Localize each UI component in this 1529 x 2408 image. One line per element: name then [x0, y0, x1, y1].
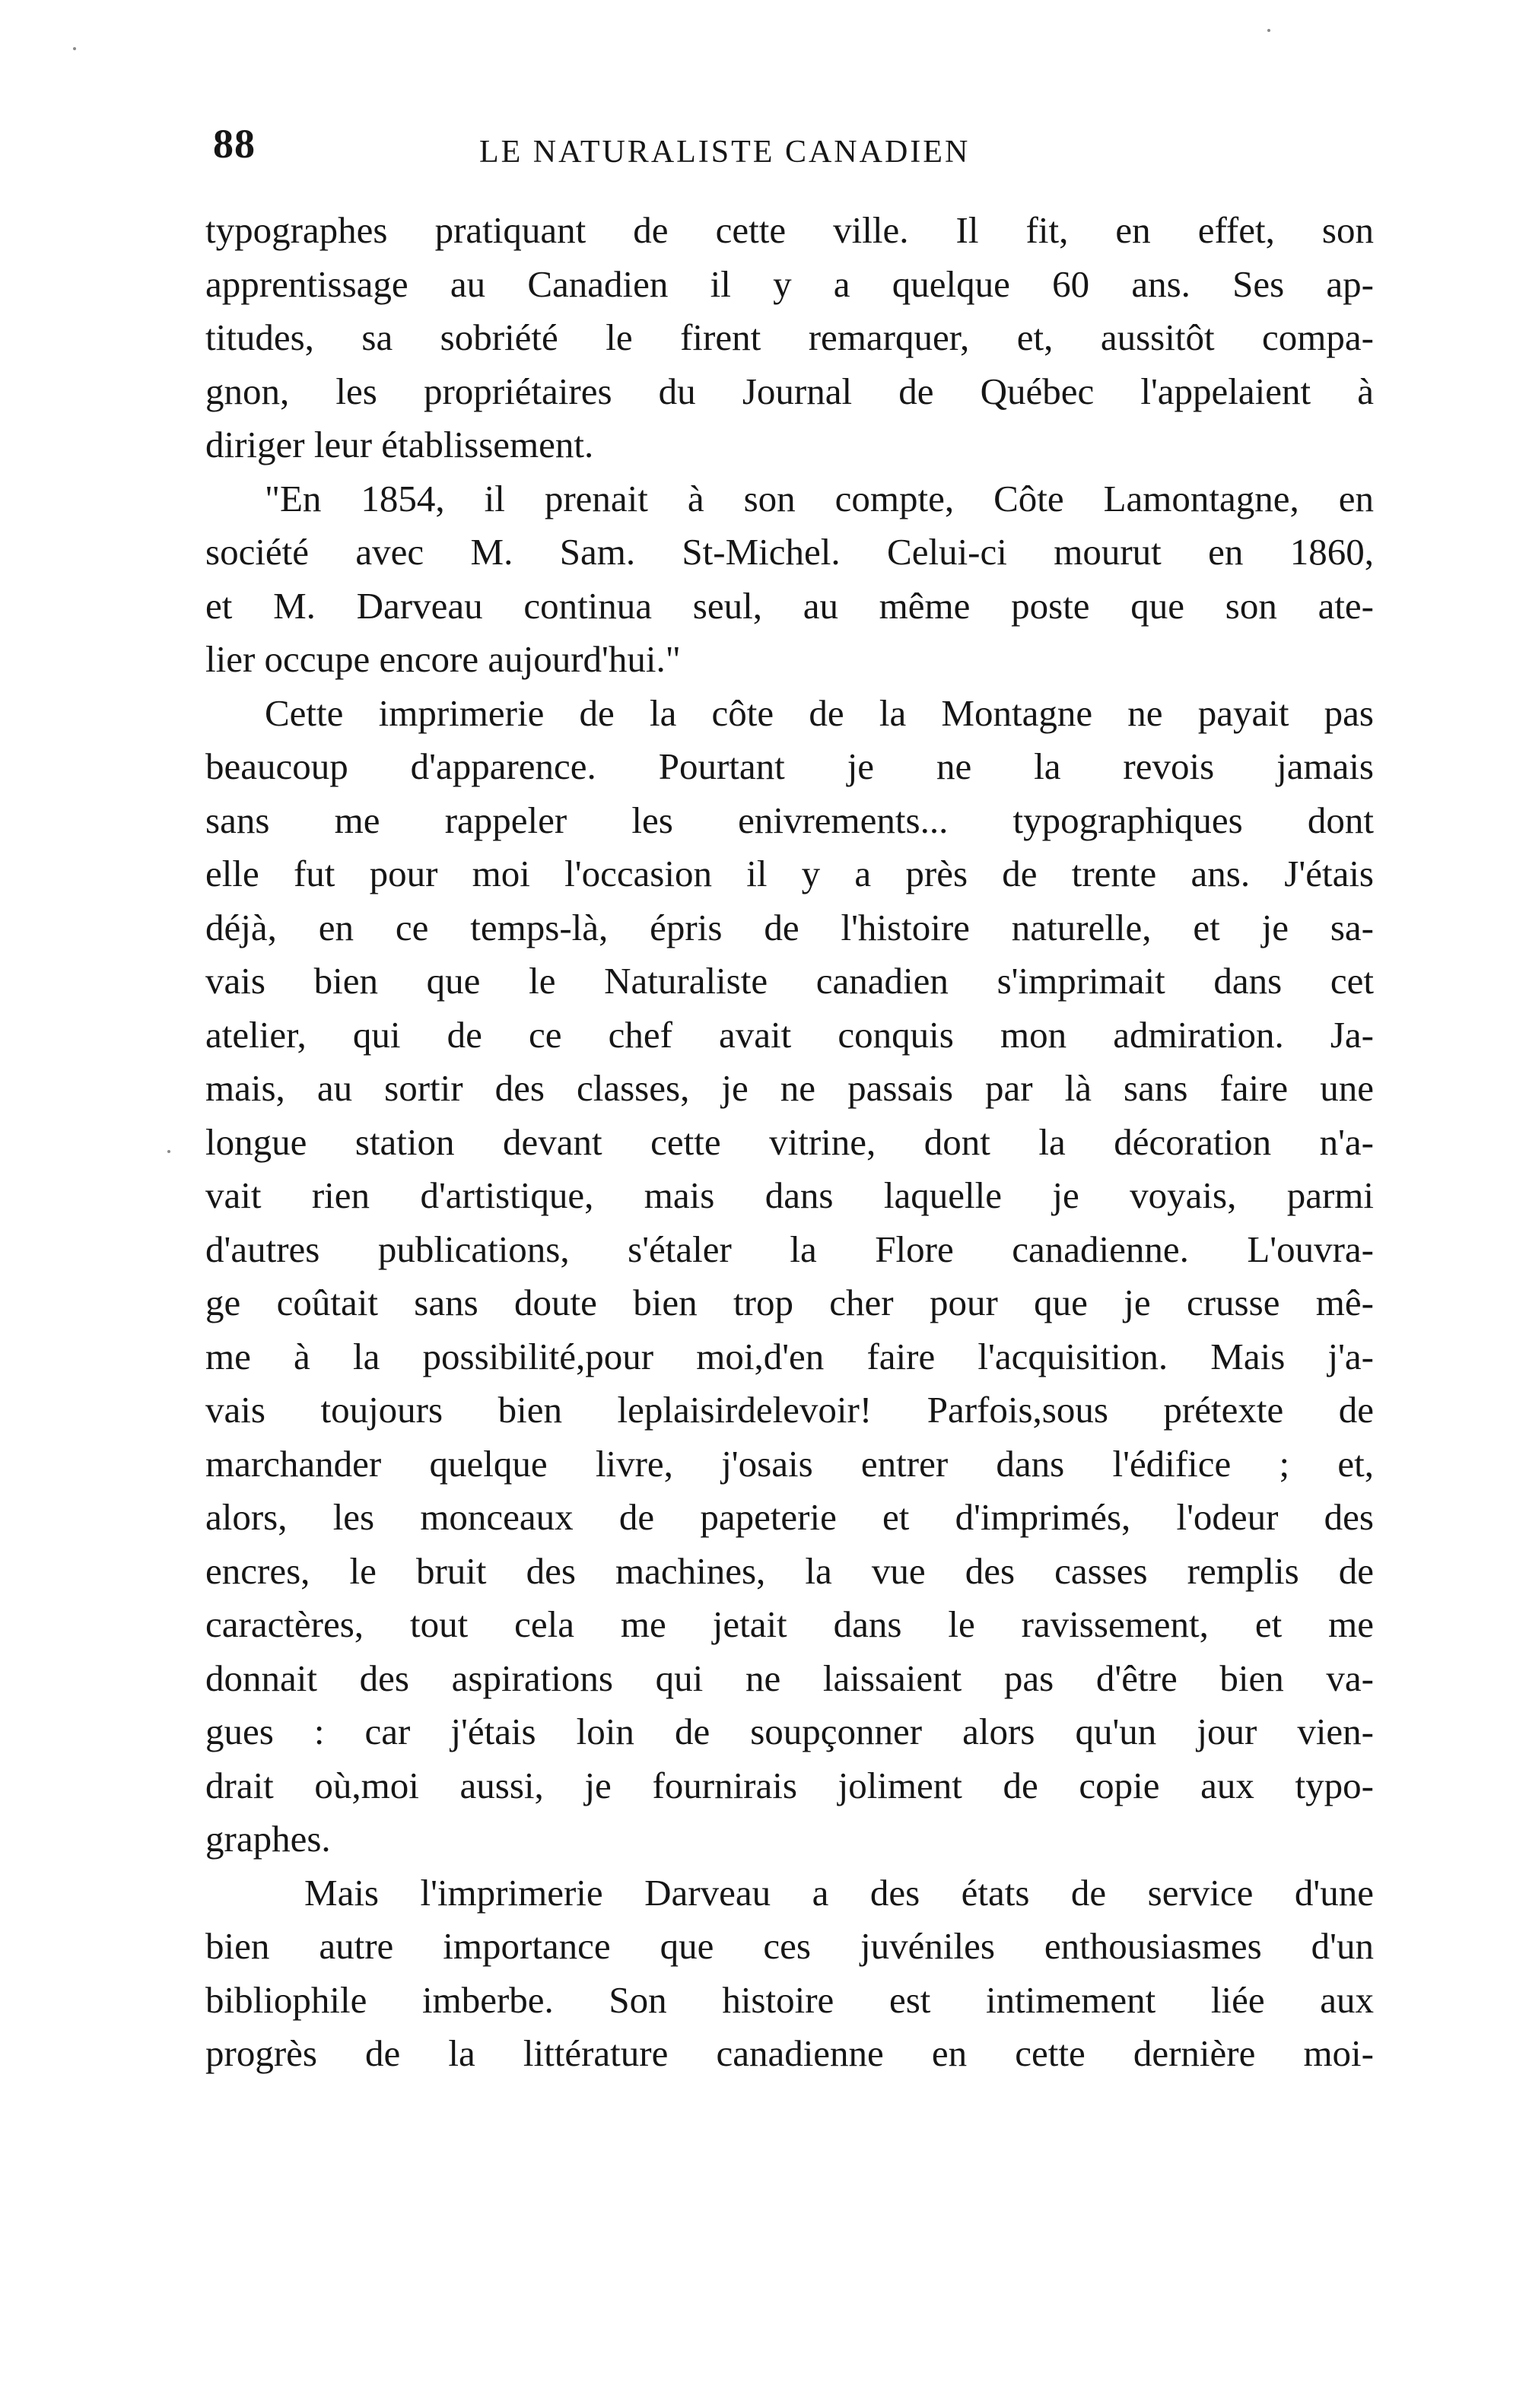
- text-line: typographes pratiquant de cette ville. Il fit, en effet, son: [205, 209, 1374, 251]
- text-line: me à la possibilité,pour moi,d'en faire l'acquisition. Mais j'a-: [205, 1335, 1374, 1377]
- text-line: gnon, les propriétaires du Journal de Québec l'appelaient à: [205, 370, 1374, 412]
- text-line: bien autre importance que ces juvéniles enthousiasmes d'un: [205, 1925, 1374, 1967]
- text-line: apprentissage au Canadien il y a quelque 60 ans. Ses ap-: [205, 262, 1374, 305]
- text-line: longue station devant cette vitrine, dont la décoration n'a-: [205, 1120, 1374, 1163]
- text-line: bibliophile imberbe. Son histoire est intimement liée aux: [205, 1978, 1374, 2021]
- text-line: marchander quelque livre, j'osais entrer dans l'édifice ; et,: [205, 1442, 1374, 1485]
- page-number: 88: [213, 121, 256, 167]
- running-title: LE NATURALISTE CANADIEN: [479, 135, 971, 170]
- text-line: d'autres publications, s'étaler la Flore canadienne. L'ouvra-: [205, 1228, 1374, 1270]
- text-line: alors, les monceaux de papeterie et d'imprimés, l'odeur des: [205, 1496, 1374, 1538]
- text-line: gues : car j'étais loin de soupçonner alors qu'un jour vien-: [205, 1711, 1374, 1752]
- text-line: Cette imprimerie de la côte de la Montagne ne payait pas: [265, 691, 1374, 734]
- text-line: progrès de la littérature canadienne en cette dernière moi-: [205, 2032, 1374, 2074]
- text-line: titudes, sa sobriété le firent remarquer, et, aussitôt compa-: [205, 316, 1374, 358]
- text-line: lier occupe encore aujourd'hui.": [205, 638, 681, 680]
- text-line: graphes.: [205, 1818, 331, 1860]
- text-line: diriger leur établissement.: [205, 424, 594, 465]
- text-line: encres, le bruit des machines, la vue des casses remplis de: [205, 1549, 1374, 1592]
- text-line: mais, au sortir des classes, je ne passais par là sans faire une: [205, 1067, 1374, 1109]
- text-line: donnait des aspirations qui ne laissaient pas d'être bien va-: [205, 1657, 1374, 1699]
- text-line: drait où,moi aussi, je fournirais joliment de copie aux typo-: [205, 1764, 1374, 1806]
- text-line: vais toujours bien leplaisirdelevoir! Parfois,sous prétexte de: [205, 1389, 1374, 1431]
- text-line: beaucoup d'apparence. Pourtant je ne la revois jamais: [205, 745, 1374, 787]
- scan-speck: [167, 1150, 170, 1153]
- text-line: elle fut pour moi l'occasion il y a près de trente ans. J'étais: [205, 853, 1374, 894]
- text-line: sans me rappeler les enivrements... typographiques dont: [205, 799, 1374, 841]
- text-line: société avec M. Sam. St-Michel. Celui-ci mourut en 1860,: [205, 531, 1374, 573]
- text-line: ge coûtait sans doute bien trop cher pour que je crusse mê-: [205, 1282, 1374, 1323]
- text-line: vait rien d'artistique, mais dans laquelle je voyais, parmi: [205, 1174, 1374, 1216]
- text-line: "En 1854, il prenait à son compte, Côte Lamontagne, en: [265, 477, 1374, 519]
- running-head: [205, 114, 1369, 183]
- scan-speck: [1267, 29, 1270, 32]
- body-text: [205, 204, 1374, 2081]
- text-line: Mais l'imprimerie Darveau a des états de service d'une: [304, 1871, 1374, 1914]
- text-line: et M. Darveau continua seul, au même poste que son ate-: [205, 584, 1374, 627]
- text-line: déjà, en ce temps-là, épris de l'histoire naturelle, et je sa-: [205, 906, 1374, 948]
- text-line: caractères, tout cela me jetait dans le ravissement, et me: [205, 1603, 1374, 1645]
- text-line: vais bien que le Naturaliste canadien s'imprimait dans cet: [205, 960, 1374, 1002]
- scan-speck: [73, 47, 76, 50]
- text-line: atelier, qui de ce chef avait conquis mon admiration. Ja-: [205, 1013, 1374, 1056]
